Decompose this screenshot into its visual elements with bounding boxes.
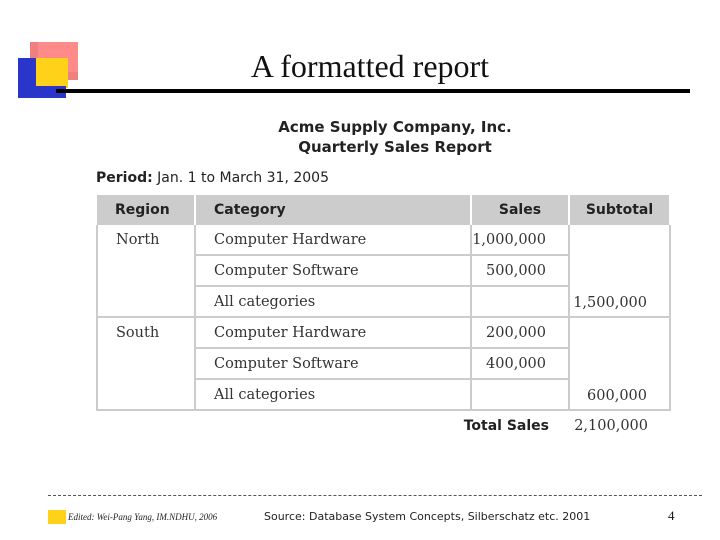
report-period (96, 170, 329, 186)
category-cell: All categories (195, 379, 471, 410)
table-header-row (97, 195, 670, 225)
total-spacer (97, 410, 195, 441)
col-header-sales: Sales (471, 195, 569, 225)
sales-cell: 1,000,000 (471, 225, 569, 255)
subtotal-cell: 600,000 (569, 317, 670, 410)
category-cell: All categories (195, 286, 471, 317)
col-header-region: Region (97, 195, 195, 225)
sales-cell: 200,000 (471, 317, 569, 348)
sales-cell (471, 286, 569, 317)
table-row (97, 317, 670, 348)
total-row (97, 410, 670, 441)
table-row (97, 225, 670, 255)
region-cell: North (97, 225, 195, 317)
footer-yellow-square (48, 510, 66, 524)
col-header-category: Category (195, 195, 471, 225)
period-label: Period: (96, 170, 153, 186)
footer-edited: Edited: Wei-Pang Yang, IM.NDHU, 2006 (68, 512, 218, 522)
report-subtitle: Quarterly Sales Report (298, 138, 492, 156)
footer-divider (48, 495, 702, 497)
region-cell: South (97, 317, 195, 410)
sales-table (96, 195, 671, 441)
footer-source: Source: Database System Concepts, Silberschatz etc. 2001 (264, 510, 591, 523)
category-cell: Computer Software (195, 348, 471, 379)
category-cell: Computer Hardware (195, 225, 471, 255)
report-company: Acme Supply Company, Inc. (278, 118, 512, 136)
title-divider (56, 89, 690, 93)
slide-title: A formatted report (250, 48, 490, 84)
col-header-subtotal: Subtotal (569, 195, 670, 225)
sales-cell: 400,000 (471, 348, 569, 379)
period-value: Jan. 1 to March 31, 2005 (157, 170, 329, 186)
total-value: 2,100,000 (569, 410, 670, 441)
total-label: Total Sales (195, 410, 569, 441)
page-number: 4 (668, 508, 675, 523)
category-cell: Computer Software (195, 255, 471, 286)
subtotal-cell: 1,500,000 (569, 225, 670, 317)
sales-cell: 500,000 (471, 255, 569, 286)
category-cell: Computer Hardware (195, 317, 471, 348)
sales-cell (471, 379, 569, 410)
